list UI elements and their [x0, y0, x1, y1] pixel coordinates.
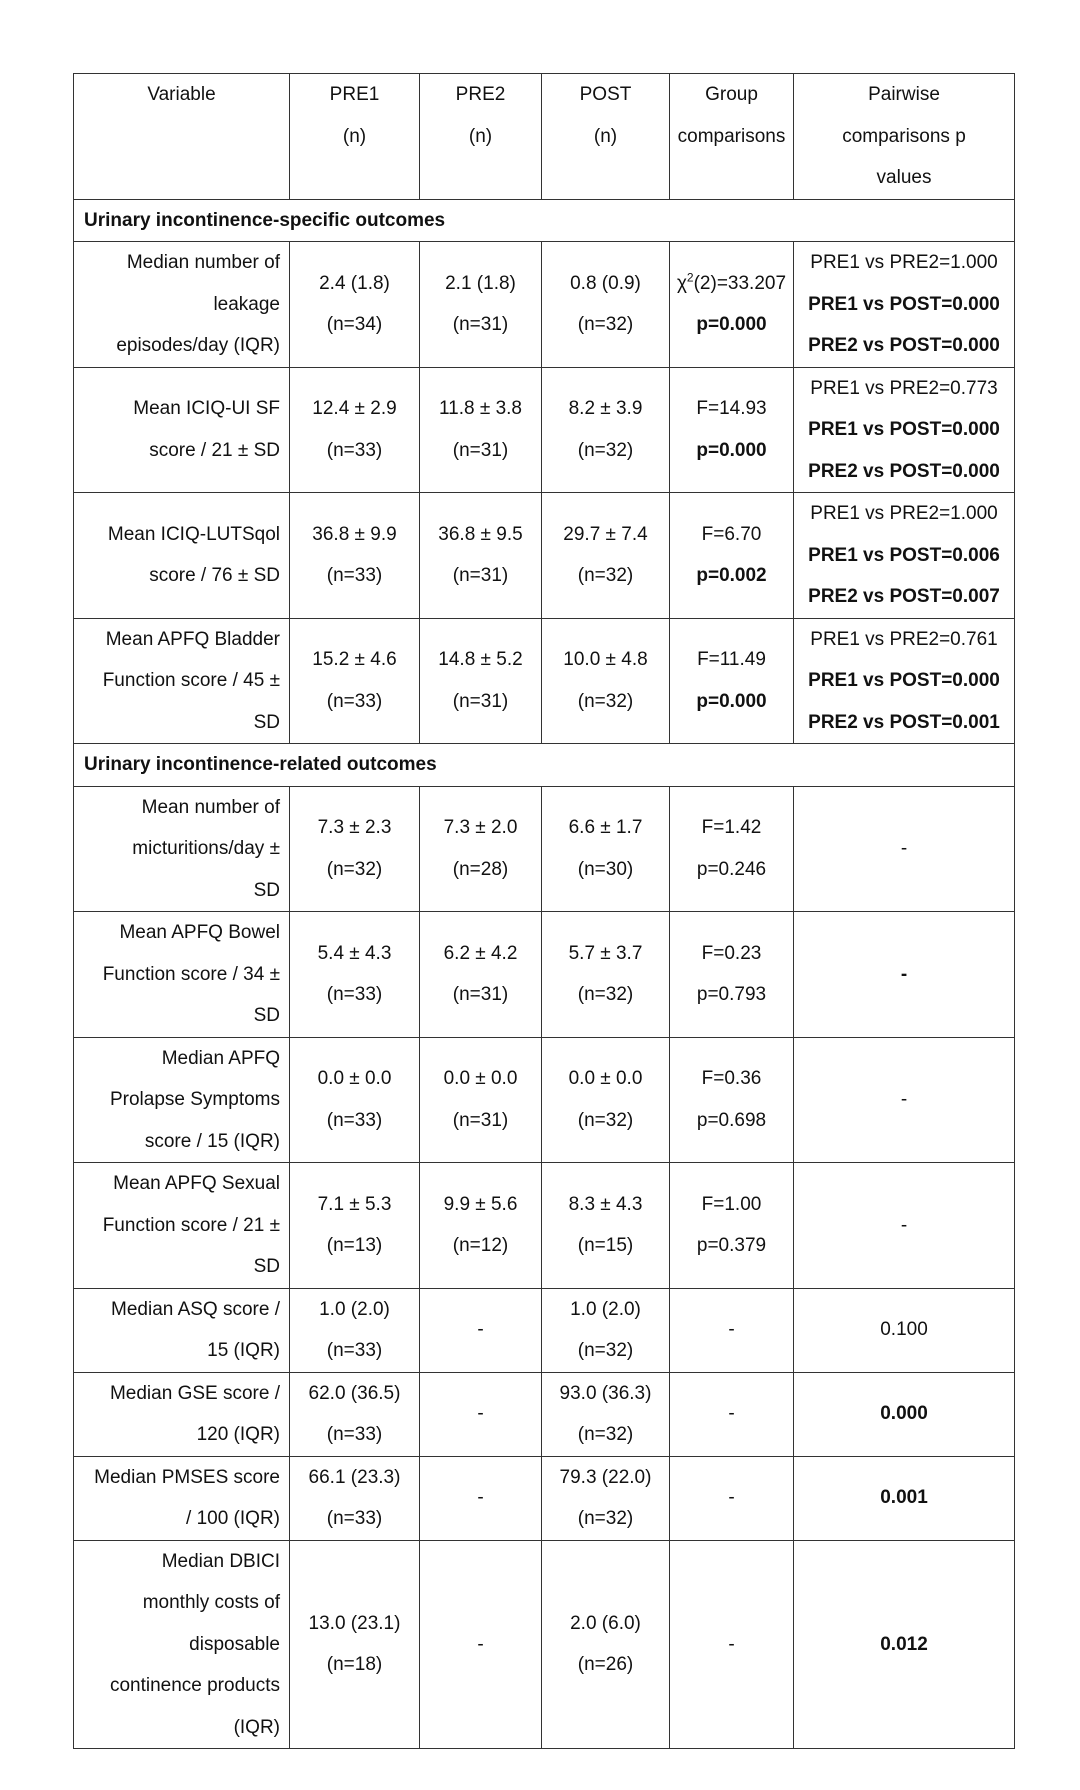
pre1-cell-line: 62.0 (36.5) [308, 1382, 401, 1404]
pre2-cell [420, 1540, 542, 1749]
group-comparison-cell [670, 618, 794, 744]
pre1-cell-line: (n=33) [326, 1508, 383, 1529]
table-row [74, 1540, 1015, 1749]
post-cell [542, 1163, 670, 1289]
pre2-cell-line: (n=12) [452, 1235, 509, 1257]
group-comparison-cell-line: p=0.000 [696, 314, 767, 336]
post-cell-line: 0.0 ± 0.0 [568, 1068, 643, 1090]
post-cell [542, 242, 670, 368]
variable-cell-line: Median DBICI [161, 1550, 280, 1572]
variable-cell-line: Function score / 34 ± [102, 963, 280, 985]
variable-cell [74, 1372, 290, 1456]
table-row [74, 1037, 1015, 1163]
variable-cell-line: (IQR) [233, 1716, 280, 1738]
pairwise-cell-line: PRE2 vs POST=0.007 [808, 586, 1000, 607]
group-comparison-cell [670, 1163, 794, 1289]
pairwise-cell [794, 618, 1015, 744]
pre1-cell [290, 367, 420, 493]
pre1-cell-line: 36.8 ± 9.9 [312, 523, 397, 545]
variable-cell [74, 242, 290, 368]
pre2-cell-line: (n=31) [452, 690, 509, 712]
pre1-cell [290, 1456, 420, 1540]
pre1-cell [290, 1163, 420, 1289]
post-cell-line: (n=32) [577, 1424, 634, 1445]
variable-cell-line: SD [253, 1256, 280, 1277]
pre2-cell [420, 1372, 542, 1456]
pairwise-cell [794, 1163, 1015, 1289]
table-row [74, 912, 1015, 1038]
post-cell [542, 1540, 670, 1749]
post-cell-line: 2.0 (6.0) [570, 1612, 641, 1634]
variable-cell [74, 1540, 290, 1749]
pre1-cell-line: (n=32) [326, 858, 383, 880]
header-pairwise-line: Pairwise [868, 84, 940, 105]
pairwise-cell [794, 786, 1015, 912]
pre1-cell [290, 1540, 420, 1749]
post-cell-line: 93.0 (36.3) [559, 1382, 652, 1404]
table-row [74, 1163, 1015, 1289]
variable-cell-line: leakage [213, 293, 280, 315]
variable-cell-line: Function score / 45 ± [102, 670, 280, 691]
header-variable [74, 74, 290, 200]
post-cell-line: (n=15) [577, 1235, 634, 1257]
post-cell-line: (n=26) [577, 1654, 634, 1676]
variable-cell-line: SD [253, 879, 280, 901]
pre1-cell-line: 5.4 ± 4.3 [317, 942, 392, 964]
group-comparison-cell [670, 912, 794, 1038]
pairwise-cell [794, 1456, 1015, 1540]
header-pre2 [420, 74, 542, 200]
pre1-cell-line: 1.0 (2.0) [319, 1298, 390, 1320]
pairwise-cell-line: PRE1 vs POST=0.000 [808, 293, 1000, 315]
header-post-line: (n) [593, 125, 618, 147]
post-cell [542, 912, 670, 1038]
section-row [74, 744, 1015, 787]
pre2-cell-line: (n=31) [452, 565, 509, 587]
pre2-cell [420, 786, 542, 912]
pre1-cell-line: (n=34) [326, 314, 383, 336]
variable-cell-line: Mean APFQ Bladder [105, 628, 280, 650]
post-cell-line: (n=32) [577, 984, 634, 1006]
header-group-line: comparisons [677, 125, 786, 147]
header-pre1 [290, 74, 420, 200]
table-row [74, 786, 1015, 912]
group-comparison-cell [670, 786, 794, 912]
group-comparison-cell-line: F=14.93 [696, 398, 767, 420]
group-comparison-cell-line: F=1.42 [701, 817, 762, 839]
pre1-cell-line: (n=33) [326, 690, 383, 712]
group-comparison-cell-line: p=0.793 [696, 984, 767, 1006]
pre2-cell [420, 1456, 542, 1540]
group-comparison-cell-line: F=11.49 [697, 649, 766, 671]
pre1-cell-line: 7.1 ± 5.3 [317, 1193, 392, 1215]
table-row [74, 1288, 1015, 1372]
pre1-cell-line: (n=33) [326, 1424, 383, 1445]
variable-cell-line: continence products [109, 1675, 280, 1696]
pre2-cell [420, 618, 542, 744]
post-cell-line: 10.0 ± 4.8 [563, 649, 648, 671]
header-pre1-line: (n) [342, 125, 367, 147]
pairwise-cell-line: PRE1 vs PRE2=0.761 [810, 628, 998, 650]
pre1-cell-line: 0.0 ± 0.0 [317, 1068, 392, 1090]
variable-cell [74, 493, 290, 619]
pairwise-cell-line: - [900, 838, 908, 859]
pre1-cell-line: (n=33) [326, 1340, 383, 1361]
group-comparison-cell-line: F=0.23 [701, 942, 762, 964]
group-comparison-cell [670, 1540, 794, 1749]
pre1-cell-line: (n=13) [326, 1235, 383, 1257]
post-cell-line: (n=32) [577, 1109, 634, 1131]
pre1-cell-line: 13.0 (23.1) [308, 1612, 401, 1634]
post-cell-line: 0.8 (0.9) [570, 272, 641, 294]
table-header [74, 74, 1015, 200]
post-cell [542, 367, 670, 493]
group-comparison-cell-line: F=1.00 [701, 1193, 762, 1215]
group-comparison-cell [670, 367, 794, 493]
pre1-cell [290, 1372, 420, 1456]
pairwise-cell-line: 0.012 [880, 1633, 928, 1655]
pre2-cell-line: 6.2 ± 4.2 [443, 942, 518, 964]
header-row [74, 74, 1015, 200]
pre1-cell [290, 912, 420, 1038]
variable-cell-line: Mean number of [141, 796, 280, 818]
variable-cell-line: SD [253, 711, 280, 733]
post-cell-line: (n=32) [577, 314, 634, 336]
pairwise-cell-line: PRE1 vs POST=0.006 [808, 544, 1000, 566]
post-cell-line: 6.6 ± 1.7 [568, 817, 643, 839]
group-comparison-cell [670, 493, 794, 619]
table-row [74, 618, 1015, 744]
pre2-cell [420, 1163, 542, 1289]
variable-cell-line: 15 (IQR) [207, 1340, 280, 1361]
header-group-line: Group [705, 84, 758, 105]
pairwise-cell-line: PRE1 vs PRE2=0.773 [810, 377, 998, 399]
pairwise-cell [794, 1288, 1015, 1372]
variable-cell-line: 120 (IQR) [196, 1424, 280, 1445]
pre2-cell [420, 242, 542, 368]
group-comparison-cell-line: $\chi^2(2)=33.207$ [676, 270, 787, 294]
variable-cell [74, 1456, 290, 1540]
pre1-cell-line: 15.2 ± 4.6 [312, 649, 397, 671]
header-group [670, 74, 794, 200]
variable-cell-line: Mean ICIQ-LUTSqol [107, 523, 280, 545]
post-cell-line: (n=32) [577, 565, 634, 587]
pre1-cell [290, 1037, 420, 1163]
pre2-cell-line: 11.8 ± 3.8 [439, 398, 522, 420]
pre1-cell-line: (n=33) [326, 984, 383, 1006]
group-comparison-cell-line: - [728, 1487, 735, 1509]
group-comparison-cell-line: F=6.70 [701, 523, 762, 545]
post-cell-line: 1.0 (2.0) [570, 1298, 641, 1320]
pairwise-cell [794, 493, 1015, 619]
pre1-cell-line: (n=33) [326, 565, 383, 587]
pre1-cell [290, 1288, 420, 1372]
header-pre1-line: PRE1 [329, 84, 380, 105]
pre2-cell [420, 1288, 542, 1372]
pre2-cell-line: (n=31) [452, 439, 509, 461]
pairwise-cell-line: PRE2 vs POST=0.001 [808, 711, 1000, 733]
pairwise-cell-line: PRE2 vs POST=0.000 [808, 460, 1000, 482]
post-cell-line: 8.2 ± 3.9 [568, 398, 643, 420]
post-cell-line: 79.3 (22.0) [559, 1466, 652, 1488]
pre1-cell-line: 66.1 (23.3) [308, 1466, 401, 1488]
variable-cell-line: score / 15 (IQR) [144, 1130, 280, 1152]
variable-cell-line: Median GSE score / [109, 1382, 280, 1404]
pairwise-cell [794, 367, 1015, 493]
variable-cell-line: Median ASQ score / [111, 1298, 280, 1320]
pre2-cell-line: - [477, 1319, 484, 1341]
group-comparison-cell-line: - [728, 1403, 735, 1425]
pairwise-cell-line: 0.000 [880, 1403, 928, 1425]
table-row [74, 1372, 1015, 1456]
variable-cell-line: score / 76 ± SD [149, 565, 280, 587]
pairwise-cell-line: PRE1 vs PRE2=1.000 [810, 503, 998, 524]
group-comparison-cell-line: p=0.000 [696, 690, 767, 712]
pre2-cell-line: (n=28) [452, 858, 509, 880]
variable-cell [74, 1163, 290, 1289]
section-row [74, 199, 1015, 242]
header-pairwise-line: values [876, 167, 932, 188]
pre2-cell-line: 9.9 ± 5.6 [443, 1193, 518, 1215]
header-pairwise [794, 74, 1015, 200]
pairwise-cell [794, 1372, 1015, 1456]
pre2-cell [420, 493, 542, 619]
group-comparison-cell [670, 1037, 794, 1163]
post-cell-line: (n=32) [577, 439, 634, 461]
pairwise-cell-line: 0.100 [880, 1319, 928, 1341]
pre1-cell-line: 12.4 ± 2.9 [312, 398, 397, 420]
results-table [73, 73, 1015, 1749]
pre2-cell-line: - [477, 1403, 484, 1425]
pre1-cell-line: 2.4 (1.8) [319, 272, 390, 294]
variable-cell-line: score / 21 ± SD [149, 439, 280, 461]
post-cell-line: 8.3 ± 4.3 [568, 1193, 643, 1215]
group-comparison-cell [670, 1372, 794, 1456]
pairwise-cell-line: PRE1 vs PRE2=1.000 [810, 252, 998, 273]
section-title-line: Urinary incontinence-related outcomes [84, 754, 437, 775]
variable-cell [74, 1037, 290, 1163]
post-cell [542, 786, 670, 912]
pairwise-cell [794, 1540, 1015, 1749]
post-cell-line: (n=32) [577, 1340, 634, 1361]
header-variable-line: Variable [147, 84, 216, 105]
pairwise-cell-line: 0.001 [880, 1487, 928, 1509]
variable-cell [74, 912, 290, 1038]
group-comparison-cell-line: - [728, 1319, 735, 1341]
pre2-cell-line: (n=31) [452, 1109, 509, 1131]
table-row [74, 493, 1015, 619]
header-pairwise-line: comparisons p [842, 125, 966, 147]
pre2-cell-line: 0.0 ± 0.0 [443, 1068, 518, 1090]
group-comparison-cell-line: - [728, 1633, 735, 1655]
pre2-cell-line: 2.1 (1.8) [445, 272, 516, 294]
pre2-cell-line: 14.8 ± 5.2 [438, 649, 523, 671]
pre2-cell-line: (n=31) [452, 984, 509, 1006]
pre2-cell-line: - [477, 1487, 484, 1509]
group-comparison-cell-line: p=0.698 [696, 1109, 767, 1131]
variable-cell-line: Median number of [126, 252, 280, 273]
pre2-cell [420, 367, 542, 493]
section-title [74, 199, 1015, 242]
pre1-cell-line: (n=18) [326, 1654, 383, 1676]
group-comparison-cell-line: F=0.36 [701, 1068, 762, 1090]
section-title-line: Urinary incontinence-specific outcomes [84, 209, 446, 231]
pairwise-cell-line: PRE1 vs POST=0.000 [808, 670, 1000, 691]
header-post [542, 74, 670, 200]
pairwise-cell [794, 912, 1015, 1038]
post-cell-line: (n=32) [577, 1508, 634, 1529]
group-comparison-cell-line: p=0.246 [696, 858, 767, 880]
group-comparison-cell-line: p=0.000 [696, 439, 767, 461]
pre1-cell [290, 242, 420, 368]
pairwise-cell [794, 242, 1015, 368]
variable-cell-line: Prolapse Symptoms [109, 1089, 280, 1110]
post-cell-line: (n=30) [577, 858, 634, 880]
section-title [74, 744, 1015, 787]
pre2-cell-line: - [477, 1633, 484, 1655]
pre2-cell [420, 912, 542, 1038]
table-body [74, 199, 1015, 1749]
variable-cell-line: Median APFQ [161, 1047, 280, 1069]
variable-cell-line: Mean APFQ Bowel [119, 922, 280, 943]
variable-cell-line: Function score / 21 ± [102, 1214, 280, 1236]
variable-cell [74, 786, 290, 912]
table-row [74, 367, 1015, 493]
variable-cell [74, 1288, 290, 1372]
pre2-cell-line: 7.3 ± 2.0 [443, 817, 518, 839]
variable-cell-line: disposable [189, 1633, 280, 1655]
variable-cell-line: Median PMSES score [94, 1466, 280, 1488]
group-comparison-cell [670, 1456, 794, 1540]
post-cell [542, 1456, 670, 1540]
pre1-cell [290, 493, 420, 619]
pre1-cell [290, 786, 420, 912]
group-comparison-cell [670, 1288, 794, 1372]
variable-cell-line: Mean APFQ Sexual [113, 1173, 280, 1194]
group-comparison-cell-line: p=0.002 [696, 565, 767, 587]
post-cell [542, 618, 670, 744]
variable-cell [74, 367, 290, 493]
variable-cell [74, 618, 290, 744]
variable-cell-line: SD [253, 1005, 280, 1026]
variable-cell-line: Mean ICIQ-UI SF [133, 398, 280, 420]
post-cell-line: (n=32) [577, 690, 634, 712]
pre1-cell-line: 7.3 ± 2.3 [317, 817, 392, 839]
pairwise-cell-line: PRE1 vs POST=0.000 [808, 419, 1000, 440]
group-comparison-cell [670, 242, 794, 368]
pre1-cell-line: (n=33) [326, 439, 383, 461]
pre1-cell-line: (n=33) [326, 1109, 383, 1131]
pairwise-cell-line: - [900, 1214, 908, 1236]
pairwise-cell-line: - [900, 963, 908, 985]
post-cell [542, 1372, 670, 1456]
variable-cell-line: monthly costs of [142, 1592, 280, 1613]
table-row [74, 1456, 1015, 1540]
pairwise-cell-line: PRE2 vs POST=0.000 [808, 335, 1000, 356]
header-post-line: POST [579, 84, 632, 105]
table-row [74, 242, 1015, 368]
pairwise-cell [794, 1037, 1015, 1163]
variable-cell-line: micturitions/day ± [132, 838, 280, 859]
variable-cell-line: episodes/day (IQR) [116, 335, 280, 356]
pre2-cell [420, 1037, 542, 1163]
post-cell-line: 29.7 ± 7.4 [563, 523, 648, 545]
pre1-cell [290, 618, 420, 744]
post-cell [542, 1288, 670, 1372]
post-cell [542, 1037, 670, 1163]
group-comparison-cell-line: p=0.379 [696, 1235, 767, 1257]
pre2-cell-line: 36.8 ± 9.5 [438, 523, 523, 545]
header-pre2-line: (n) [468, 125, 493, 147]
post-cell-line: 5.7 ± 3.7 [568, 942, 643, 964]
variable-cell-line: / 100 (IQR) [186, 1508, 280, 1529]
pre2-cell-line: (n=31) [452, 314, 509, 336]
header-pre2-line: PRE2 [455, 84, 506, 105]
post-cell [542, 493, 670, 619]
pairwise-cell-line: - [900, 1089, 908, 1110]
